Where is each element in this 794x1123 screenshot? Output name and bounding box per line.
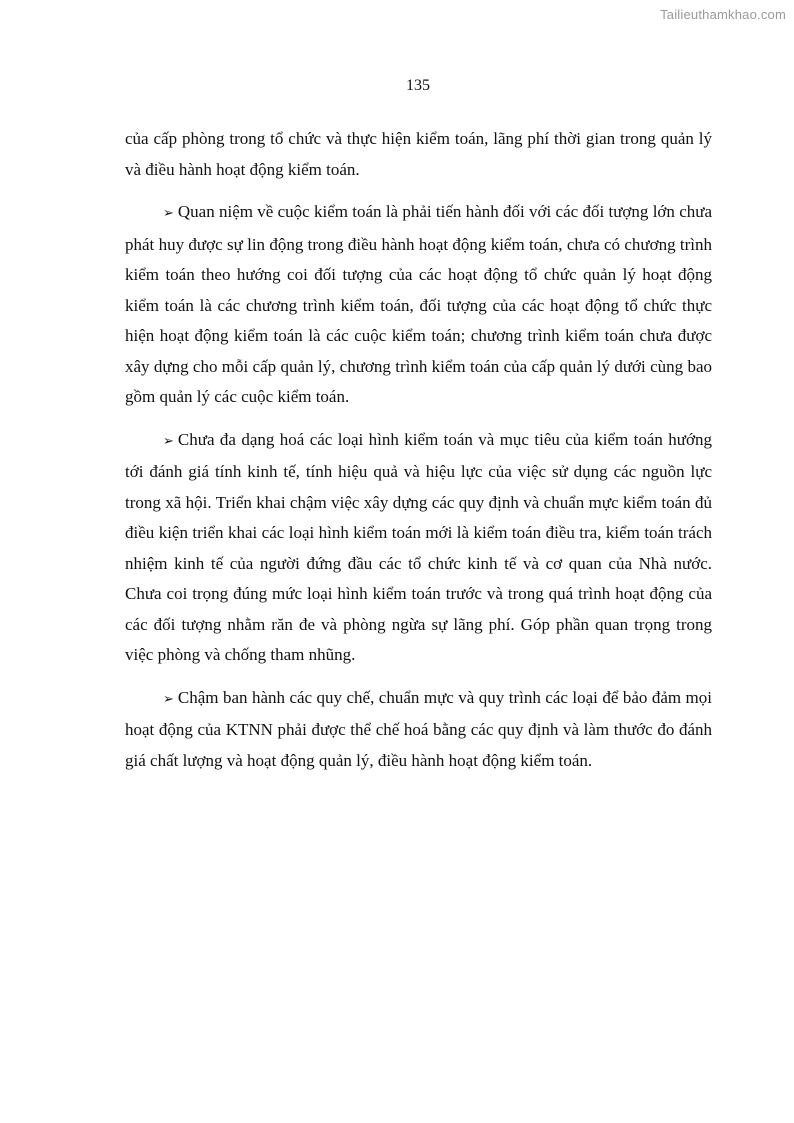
paragraph-continuation: của cấp phòng trong tổ chức và thực hiện kiểm toán, lãng phí thời gian trong quản lý và điều hành hoạt động kiểm toán. bbox=[125, 129, 712, 179]
page-number: 135 bbox=[406, 77, 430, 94]
arrow-bullet-icon: ➢ bbox=[163, 691, 174, 707]
bullet-text-2: Chưa đa dạng hoá các loại hình kiểm toán và mục tiêu của kiểm toán hướng tới đánh giá tính kinh tế, tính hiệu quả và hiệu lực của việc sử dụng các nguồn lực trong xã hội. Triển khai chậm việc xây dựng các quy định và chuẩn mực kiểm toán đủ điều kiện triển khai các loại hình kiểm toán mới là kiểm toán điều tra, kiểm toán trách nhiệm kinh tế của người đứng đầu các tổ chức kinh tế và cơ quan của Nhà nước. Chưa coi trọng đúng mức loại hình kiểm toán trước và trong quá trình hoạt động của các đối tượng nhằm răn đe và phòng ngừa sự lãng phí. Góp phần quan trọng trong việc phòng và chống tham nhũng. bbox=[125, 429, 712, 664]
bullet-text-1: Quan niệm về cuộc kiểm toán là phải tiến hành đối với các đối tượng lớn chưa phát huy được sự lin động trong điều hành hoạt động kiểm toán, chưa có chương trình kiểm toán theo hướng coi đối tượng của các hoạt động tổ chức quản lý hoạt động kiểm toán là các chương trình kiểm toán, đối tượng của các hoạt động tổ chức thực hiện hoạt động kiểm toán là các cuộc kiểm toán; chương trình kiểm toán chưa được xây dựng cho mỗi cấp quản lý, chương trình kiểm toán của cấp quản lý dưới cùng bao gồm quản lý các cuộc kiểm toán. bbox=[125, 202, 712, 406]
bullet-paragraph-2 bbox=[125, 425, 712, 671]
watermark: Tailieuthamkhao.com bbox=[660, 7, 786, 22]
arrow-bullet-icon: ➢ bbox=[163, 206, 174, 221]
bullet-paragraph-1 bbox=[125, 197, 712, 413]
bullet-text-3: Chậm ban hành các quy chế, chuẩn mực và quy trình các loại để bảo đảm mọi hoạt động của KTNN phải được thể chế hoá bằng các quy định và làm thước đo đánh giá chất lượng và hoạt động quản lý, điều hành hoạt động kiểm toán. bbox=[125, 687, 712, 770]
document-body bbox=[125, 124, 712, 788]
bullet-paragraph-3 bbox=[125, 683, 712, 777]
arrow-bullet-icon: ➢ bbox=[163, 433, 174, 449]
